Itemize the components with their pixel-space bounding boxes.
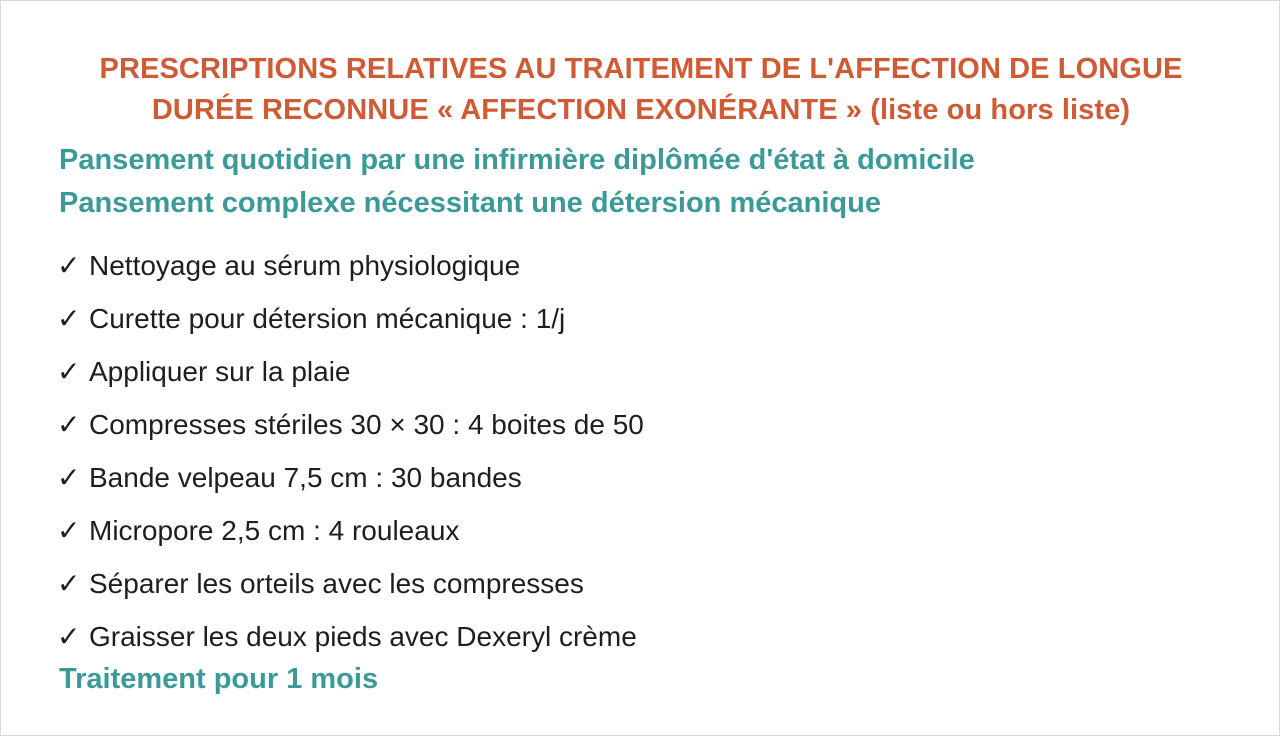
prescription-item-list [57, 239, 644, 663]
list-item [57, 504, 644, 557]
list-item [57, 398, 644, 451]
checkmark-icon: ✓ [57, 568, 81, 599]
list-item [57, 239, 644, 292]
checkmark-icon: ✓ [57, 621, 81, 652]
checkmark-icon: ✓ [57, 462, 81, 493]
list-item-label: Bande velpeau 7,5 cm : 30 bandes [89, 461, 522, 493]
checkmark-icon: ✓ [57, 356, 81, 387]
checkmark-icon: ✓ [57, 250, 81, 281]
subheading-complex-dressing: Pansement complexe nécessitant une détersion mécanique [59, 187, 881, 219]
checkmark-icon: ✓ [57, 515, 81, 546]
list-item-label: Graisser les deux pieds avec Dexeryl crème [89, 620, 637, 652]
list-item-label: Curette pour détersion mécanique : 1/j [89, 302, 566, 334]
title-line-1: PRESCRIPTIONS RELATIVES AU TRAITEMENT DE L'AFFECTION DE LONGUE [99, 53, 1183, 85]
subheading-home-dressing: Pansement quotidien par une infirmière diplômée d'état à domicile [59, 144, 975, 176]
list-item-label: Appliquer sur la plaie [89, 355, 351, 387]
list-item-label: Séparer les orteils avec les compresses [89, 567, 584, 599]
checkmark-icon: ✓ [57, 409, 81, 440]
checkmark-icon: ✓ [57, 303, 81, 334]
title-line-2: DURÉE RECONNUE « AFFECTION EXONÉRANTE » (liste ou hors liste) [151, 94, 1131, 126]
list-item [57, 557, 644, 610]
list-item [57, 292, 644, 345]
list-item [57, 610, 644, 663]
list-item [57, 345, 644, 398]
treatment-duration: Traitement pour 1 mois [59, 663, 379, 695]
prescription-title [41, 49, 1241, 131]
list-item-label: Micropore 2,5 cm : 4 rouleaux [89, 514, 460, 546]
list-item-label: Compresses stériles 30 × 30 : 4 boites de 50 [89, 408, 644, 440]
list-item [57, 451, 644, 504]
list-item-label: Nettoyage au sérum physiologique [89, 249, 521, 281]
